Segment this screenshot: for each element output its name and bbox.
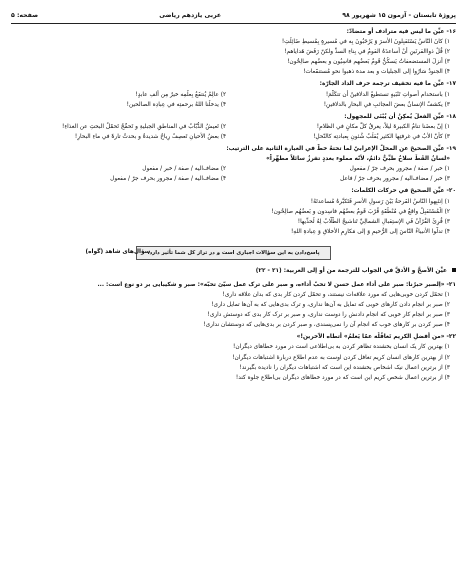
question-21: [11, 280, 456, 330]
answer-option[interactable]: ۳) خبر / مضاف‌الیه / مجرور بحرف جرّ / فاعل: [340, 176, 450, 183]
options-row: [11, 90, 456, 100]
subject-title: عربی یازدهم ریاضی: [159, 11, 222, 19]
question-16: [11, 27, 456, 77]
page-number: صفحه: ۵: [11, 11, 39, 19]
answer-option[interactable]: ۴) مضاف‌الیه / صفة / مجرور بحرف جرّ / مفعول: [110, 176, 227, 183]
answer-option[interactable]: ۲) مضاف‌الیه / صفة / خبر / مفعول: [142, 166, 227, 173]
question-stem: ۲۱- «اِلصبر حبرُنا: صبر علی أداء عمل حسن لا تحبّ أداءه، و صبر على ترک عمل سیّئ تحبّه»: صبر و شکیبایی بر دو نوع است: ...: [97, 281, 456, 288]
answer-option[interactable]: ۳) أَنزلَ المستضعفاتُ یَسکُنُّ قَومٌ بَعضُهم فاسِیُون و بعضُهم صالِحُون!: [287, 59, 450, 66]
answer-option[interactable]: ۴) از برترین اعمال شخص کریم این است که در مورد خطاهای دیگران بی‌اطلاع جلوه کند!: [235, 374, 450, 381]
translation-instruction: [11, 268, 456, 274]
answer-option[interactable]: ۱) إنّ بعضَنا تنامُ الکبیرةَ لیلاً، یغرقُ کلَّ مکانٍ في الظلامِ!: [316, 123, 450, 130]
square-bullet-icon: [452, 268, 456, 272]
question-stem: ۲۰- عیِّن الصحیحَ في حرکات الکلمات:: [351, 188, 456, 195]
exam-title: پروژهٔ تابستان - آزمون ۱۵ شهریور ۹۸: [342, 11, 456, 19]
question-sentence: «لسانُ القَطِّ سلاحٌ طبِّيٌّ دائمٌ، لأنّه مملوء بغددٍ تفرزُ سائلاً مطهِّراً»: [266, 156, 450, 163]
answer-option[interactable]: ۴) تدلُّوا الأنبیاءُ النّاسَ إلى الرُّحیمِ وَ إلى مَکارِمِ الأخلاقِ وَ عِبادةِ اللهِ!: [290, 228, 450, 235]
question-18: [11, 112, 456, 142]
page-header: [11, 8, 456, 22]
banner-text: پاسخ‌دادن به این سؤالات اجباری است و در تراز کل شما تأثیر دارد.: [147, 249, 320, 256]
banner-box: [85, 246, 330, 260]
answer-option[interactable]: ۳) یکشفُ الإنسانُ بعضَ العجائبِ في البحارِ بالدلافینِ!: [323, 101, 450, 108]
answer-option[interactable]: ۲) قُلْ ذواالقرنَینِ أنْ أساعدَهُ القومُ في بِناءِ السدِّ ولکنّ رَفَضَ هَدایاهم!: [284, 49, 450, 56]
answer-option[interactable]: ۱) خبر / صفة / مجرور بحرف جرّ / مفعول: [349, 166, 450, 173]
question-17: [11, 79, 456, 109]
banner-row: [85, 246, 330, 260]
question-stem: ۲۲- «من أفضلِ الکریم تَغافُلُه عمّا یَعلمُ» أتطاه الآخرین!»: [296, 334, 456, 341]
question-stem: ۱۷- عیِّن ما فیه تخفیف ترجمة حرف الداد الجارّة:: [319, 81, 456, 88]
question-19: [11, 144, 456, 184]
question-stem: ۱۹- عیِّن الصحیحَ عن المحلّ الإعرابيّ لما تحتهُ خطٌّ في العبارة الثانیة على الترتیب:: [226, 146, 456, 153]
header-divider: [11, 23, 456, 24]
question-20: [11, 186, 456, 236]
answer-option[interactable]: ۲) صبر بر انجام دادن کارهای خوبی که تمایل به آن‌ها نداری، و ترک بدی‌هایی که به آن‌ها تمایل داری!: [211, 302, 450, 309]
answer-option[interactable]: ۲) از بهترین کارهای انسان کریم تغافل کردن اوست به عدم اطلاع دربارهٔ اشتباهات دیگران!: [232, 354, 450, 361]
question-stem: ۱۸- عیِّن الفعلَ یُمکِنُ أن یُبْنَی للمجهول:: [344, 113, 456, 120]
answer-option[interactable]: ۳) قُرِئَ القُرْآنُ فَي الإستِقبالِ الشمالِيِّ تَناشیجُ الطّلّابُ لِهُ لَحدِّیها!: [297, 218, 450, 225]
witness-section-banner: [11, 246, 456, 260]
answer-option[interactable]: ۲) عالِمٌ یُنتفَعُ بِعلْمِه خیرٌ مِن ألفِ عابدٍ!: [135, 91, 227, 98]
instruction-text: عیِّن الأصحَّ و الأدقَّ في الجواب للترجمة من أو إلی العربیة: (۲۱ - ۲۲): [255, 267, 447, 274]
question-stem: ۱۶- عیِّن ما لیس فیه مترادف أو متضادّ:: [346, 29, 456, 35]
answer-option[interactable]: ۱) کانَ النّاسُ یَسْتَقبِلونَ الأسرَ وَ یَرْحَبُونَ بِه في مُسیرةٍ بِمُسیطِ ضَائِلَتِ!: [281, 39, 450, 46]
options-row: [11, 164, 456, 174]
options-row: [11, 132, 456, 142]
options-row: [11, 122, 456, 132]
answer-option[interactable]: ۳) از برترین اعمال نیک اشخاص بخشنده این است که اشتباهات دیگران را نادیده بگیرند!: [239, 364, 450, 371]
options-row: [11, 174, 456, 184]
answer-option[interactable]: ۱) باستخدام أصواتِ تَنْبَیهٍ تستطیعُ الدلافینُ أن تتکَلَّمَ!: [325, 91, 450, 98]
answer-option[interactable]: ۲) الْمُسْتَقبِلُ واقعٌ في مُنْطَقَةٍ قُرْبَ قَومٌ بعضُهُم فاسِدون و بَعضُهُم صالِحُون!: [271, 208, 450, 215]
answer-option[interactable]: ۴) الجنودُ سَارُوا إلی الجبلیات و بعد مدة ذهبوا نحو مُستنقَعات!: [303, 69, 450, 76]
options-row: [11, 100, 456, 110]
answer-option[interactable]: ۴) صبر کردن بر کارهای خوب که انجام آن را نمی‌پسندی، و صبر کردن بر بدی‌هایی که دوستشان نداری!: [203, 322, 450, 329]
answer-option[interactable]: ۱) تحمّل کردن خوبی‌هایی که مورد علاقه‌ات نیستند، و تحمّل کردن کار بدی که بدان علاقه داری!: [222, 291, 450, 298]
answer-option[interactable]: ۳) صبر بر انجام کار خوبی که انجام دادنش را دوست نداری، و صبر بر ترک کار بدی که دوستش داری!: [207, 312, 450, 319]
answer-option[interactable]: ۴) یدخلُنا اللهُ برحمتِه في عِبادِه الصالحین!: [126, 101, 227, 108]
answer-option[interactable]: ۳) کأنّ الأبُ في غرفتِها الکثیر یُقلِّبُ شُئونِ بِعبادتِه کالنّحلِ!: [313, 133, 450, 140]
answer-option[interactable]: ۱) بهترین کار یک انسان بخشنده تظاهر کردن به بی‌اطلاعی است در مورد خطاهای دیگران!: [233, 344, 450, 351]
answer-option[interactable]: ۲) تَعیشُ الدُّبّابُ في المناطقِ الجبلیةِ و تَحمِّجُ تَحمّلُ البحثِ عن الغذاءِ!: [62, 123, 227, 130]
section-label: سؤال‌های شاهد (گواه): [85, 248, 151, 255]
answer-option[interactable]: ۱) اِنتَبِهوا النّاسُ الفَرحةُ بَیْنَ رَسولِ الأسرِ فَتَکبَّرهُ مُساعدتَهُ!: [310, 198, 450, 205]
answer-option[interactable]: ۴) بعضُ الأحیانِ تَعصِفُ رِیاحُ شدیدةُ و بحدثُ تارةً في ماءِ البحارِ!: [74, 133, 227, 140]
question-22: [11, 332, 456, 382]
